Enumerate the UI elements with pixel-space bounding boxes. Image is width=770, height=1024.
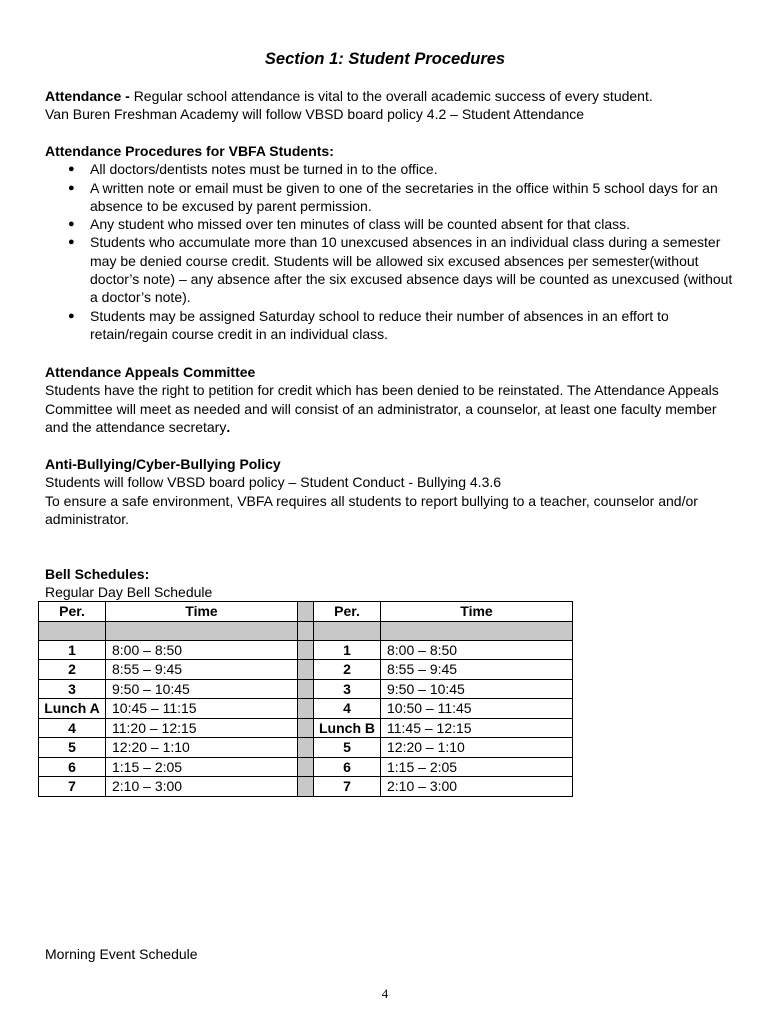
table-divider — [298, 621, 314, 640]
table-cell-period: 5 — [39, 738, 106, 758]
table-cell-time: 8:55 – 9:45 — [106, 660, 298, 680]
table-cell-time: 8:55 – 9:45 — [381, 660, 573, 680]
appeals-period: . — [226, 418, 231, 435]
table-cell-period: 1 — [39, 640, 106, 660]
bell-subheading: Regular Day Bell Schedule — [45, 584, 213, 601]
attendance-paragraph — [45, 87, 735, 105]
bell-heading-block — [45, 565, 735, 602]
table-divider — [298, 757, 314, 777]
table-cell-period: Lunch A — [39, 699, 106, 719]
appeals-heading: Attendance Appeals Committee — [45, 364, 256, 380]
table-cell-time: 2:10 – 3:00 — [381, 777, 573, 797]
page-number: 4 — [381, 986, 389, 1001]
list-item — [45, 160, 735, 178]
table-cell-time: 1:15 – 2:05 — [106, 757, 298, 777]
column-header: Time — [381, 602, 573, 622]
bullying-section — [45, 455, 735, 528]
table-cell-time: 9:50 – 10:45 — [106, 679, 298, 699]
bullet-icon: ● — [68, 309, 75, 322]
table-cell-time: 11:45 – 12:15 — [381, 718, 573, 738]
table-divider — [298, 777, 314, 797]
list-item-text: A written note or email must be given to one of the secretaries in the office within 5 school days for an absence to be excused by parent permission. — [90, 179, 718, 214]
table-row — [39, 660, 573, 680]
table-row — [39, 718, 573, 738]
table-cell — [314, 621, 381, 640]
table-cell-period: 2 — [39, 660, 106, 680]
table-cell-time: 10:50 – 11:45 — [381, 699, 573, 719]
table-cell-period: 6 — [314, 757, 381, 777]
table-cell-time: 11:20 – 12:15 — [106, 718, 298, 738]
column-header: Per. — [39, 602, 106, 622]
procedures-list — [45, 160, 735, 343]
table-row — [39, 640, 573, 660]
table-cell-period: 4 — [314, 699, 381, 719]
table-row — [39, 757, 573, 777]
table-cell-time: 12:20 – 1:10 — [381, 738, 573, 758]
table-cell-period: 3 — [39, 679, 106, 699]
bullet-icon: ● — [68, 181, 75, 194]
attendance-label: Attendance - — [45, 88, 134, 104]
table-cell-time: 2:10 – 3:00 — [106, 777, 298, 797]
table-cell — [106, 621, 298, 640]
list-item — [45, 233, 735, 306]
table-cell-period: 2 — [314, 660, 381, 680]
table-cell-period: 6 — [39, 757, 106, 777]
morning-event-heading: Morning Event Schedule — [45, 946, 198, 962]
appeals-text: Students have the right to petition for credit which has been denied to be reinstated. The Attendance Appeals Committee will meet as needed and will consist of an administrator, a counselor, at least one faculty member and the attendance secretary — [45, 382, 719, 435]
list-item — [45, 179, 735, 216]
bullet-icon: ● — [68, 236, 75, 249]
table-cell — [39, 621, 106, 640]
table-divider — [298, 699, 314, 719]
table-cell-period: 1 — [314, 640, 381, 660]
table-divider — [298, 738, 314, 758]
list-item — [45, 307, 735, 344]
attendance-section — [45, 87, 735, 124]
bullying-line-2: To ensure a safe environment, VBFA requires all students to report bullying to a teacher, counselor and/or administrator. — [45, 492, 698, 527]
table-cell-period: 4 — [39, 718, 106, 738]
appeals-paragraph — [45, 381, 735, 436]
table-cell-time: 12:20 – 1:10 — [106, 738, 298, 758]
table-row — [39, 699, 573, 719]
bullet-icon: ● — [68, 163, 75, 176]
column-header: Per. — [314, 602, 381, 622]
table-row — [39, 777, 573, 797]
appeals-section — [45, 363, 735, 436]
table-divider — [298, 640, 314, 660]
attendance-text-2: Van Buren Freshman Academy will follow VBSD board policy 4.2 – Student Attendance — [45, 106, 585, 123]
table-cell-period: 5 — [314, 738, 381, 758]
table-cell-time: 1:15 – 2:05 — [381, 757, 573, 777]
column-header: Time — [106, 602, 298, 622]
table-row — [39, 679, 573, 699]
table-row — [39, 738, 573, 758]
table-header-row — [39, 602, 573, 622]
page-title: Section 1: Student Procedures — [264, 50, 506, 68]
bullying-heading: Anti-Bullying/Cyber-Bullying Policy — [45, 456, 281, 472]
list-item — [45, 215, 735, 233]
table-cell — [381, 621, 573, 640]
table-divider — [298, 602, 314, 622]
list-item-text: All doctors/dentists notes must be turned in to the office. — [90, 161, 438, 178]
table-cell-period: 3 — [314, 679, 381, 699]
table-divider — [298, 718, 314, 738]
table-cell-time: 9:50 – 10:45 — [381, 679, 573, 699]
list-item-text: Any student who missed over ten minutes of class will be counted absent for that class. — [90, 216, 631, 233]
table-cell-time: 10:45 – 11:15 — [106, 699, 298, 719]
list-item-text: Students may be assigned Saturday school to reduce their number of absences in an effort to retain/regain course credit in an individual class. — [90, 307, 669, 342]
table-divider — [298, 660, 314, 680]
table-cell-period: 7 — [314, 777, 381, 797]
table-cell-time: 8:00 – 8:50 — [106, 640, 298, 660]
table-cell-time: 8:00 – 8:50 — [381, 640, 573, 660]
table-divider — [298, 679, 314, 699]
table-shaded-row — [39, 621, 573, 640]
procedures-section — [45, 142, 735, 343]
bullet-icon: ● — [68, 218, 75, 231]
bell-heading: Bell Schedules: — [45, 566, 150, 582]
procedures-heading: Attendance Procedures for VBFA Students: — [45, 143, 334, 159]
table-cell-period: 7 — [39, 777, 106, 797]
list-item-text: Students who accumulate more than 10 unexcused absences in an individual class during a semester may be denied course credit. Students will be allowed six excused absences per semester(without doctor’s note) – any absence after the six excused absence days will be counted as unexcused (without a doctor’s note). — [90, 234, 733, 306]
table-cell-period: Lunch B — [314, 718, 381, 738]
bell-schedule-table — [38, 601, 573, 797]
attendance-text-1: Regular school attendance is vital to the overall academic success of every student. — [133, 88, 653, 104]
bullying-line-1: Students will follow VBSD board policy – Student Conduct - Bullying 4.3.6 — [45, 474, 502, 491]
